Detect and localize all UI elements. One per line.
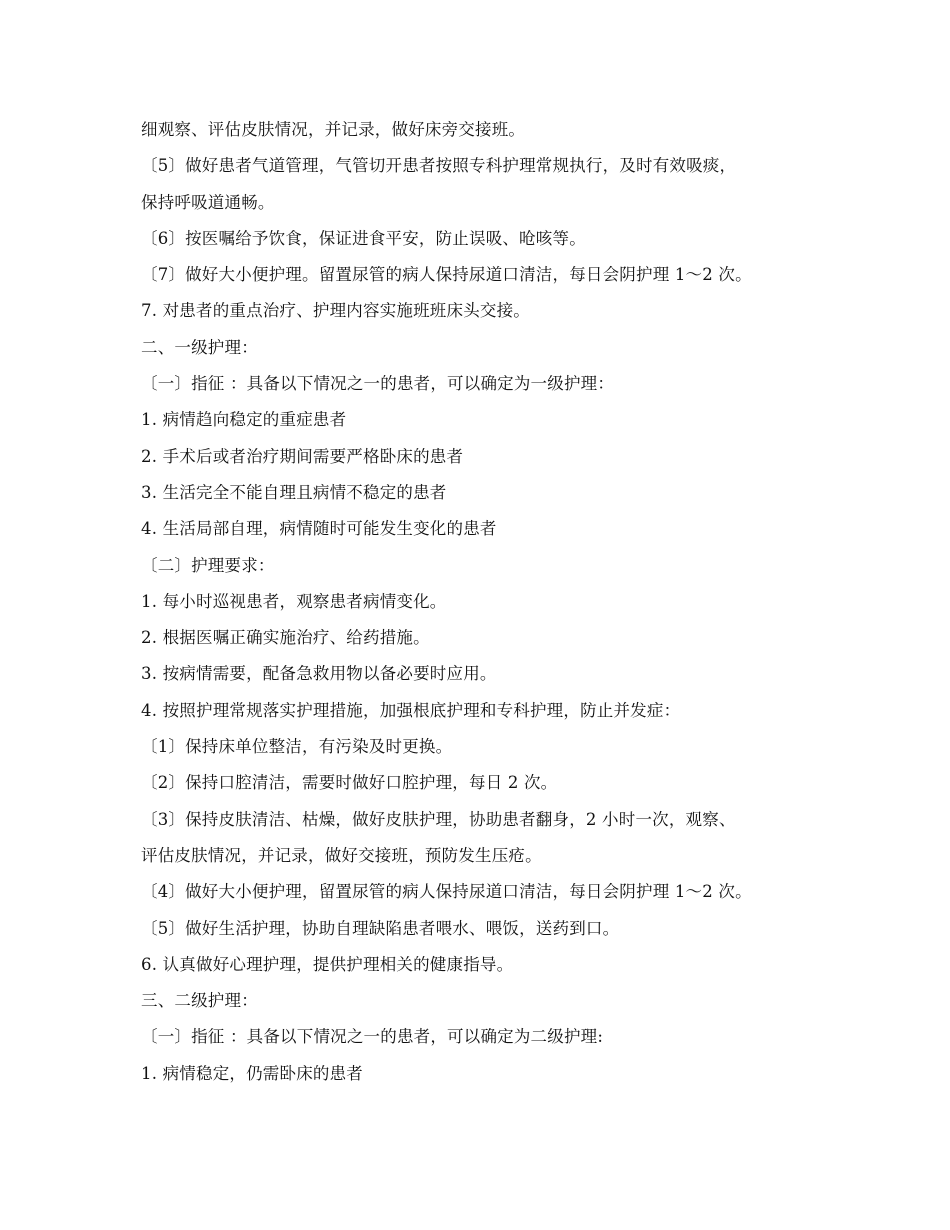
text-line: 7. 对患者的重点治疗、护理内容实施班班床头交接。 xyxy=(141,301,530,321)
list-item: 2. 手术后或者治疗期间需要严格卧床的患者 xyxy=(141,446,464,466)
list-item: 6. 认真做好心理护理，提供护理相关的健康指导。 xyxy=(141,954,514,974)
text-line: 〔5〕做好患者气道管理，气管切开患者按照专科护理常规执行，及时有效吸痰， xyxy=(141,156,737,176)
list-item: 1. 每小时巡视患者，观察患者病情变化。 xyxy=(141,591,447,611)
list-item: 4. 按照护理常规落实护理措施，加强根底护理和专科护理，防止并发症： xyxy=(141,700,681,720)
text-line: 评估皮肤情况，并记录，做好交接班，预防发生压疮。 xyxy=(141,845,542,865)
document-body xyxy=(141,115,821,1095)
list-item: 〔4〕做好大小便护理，留置尿管的病人保持尿道口清洁，每日会阴护理 1～2 次。 xyxy=(141,882,752,902)
text-line: 保持呼吸道通畅。 xyxy=(141,192,275,212)
list-item: 〔3〕保持皮肤清洁、枯燥，做好皮肤护理，协助患者翻身，2 小时一次，观察、 xyxy=(141,809,736,829)
subsection-heading: 〔一〕指征 ：具备以下情况之一的患者，可以确定为一级护理： xyxy=(141,374,615,394)
text-line: 〔7〕做好大小便护理。留置尿管的病人保持尿道口清洁，每日会阴护理 1～2 次。 xyxy=(141,265,752,285)
list-item: 1. 病情稳定，仍需卧床的患者 xyxy=(141,1063,363,1083)
list-item: 3. 按病情需要，配备急救用物以备必要时应用。 xyxy=(141,664,497,684)
list-item: 〔5〕做好生活护理，协助自理缺陷患者喂水、喂饭，送药到口。 xyxy=(141,918,620,938)
list-item: 2. 根据医嘱正确实施治疗、给药措施。 xyxy=(141,628,430,648)
text-line: 〔6〕按医嘱给予饮食，保证进食平安，防止误吸、呛咳等。 xyxy=(141,228,586,248)
list-item: 3. 生活完全不能自理且病情不稳定的患者 xyxy=(141,482,447,502)
list-item: 4. 生活局部自理，病情随时可能发生变化的患者 xyxy=(141,519,497,539)
text-line: 细观察、评估皮肤情况，并记录，做好床旁交接班。 xyxy=(141,120,526,139)
list-item: 〔2〕保持口腔清洁，需要时做好口腔护理，每日 2 次。 xyxy=(141,773,558,793)
section-heading: 二、一级护理： xyxy=(141,337,258,357)
section-heading: 三、二级护理： xyxy=(141,991,258,1011)
list-item: 〔1〕保持床单位整洁，有污染及时更换。 xyxy=(141,737,453,757)
subsection-heading: 〔二〕护理要求： xyxy=(141,555,275,575)
list-item: 1. 病情趋向稳定的重症患者 xyxy=(141,410,347,430)
subsection-heading: 〔一〕指征 ：具备以下情况之一的患者，可以确定为二级护理: xyxy=(141,1027,604,1047)
